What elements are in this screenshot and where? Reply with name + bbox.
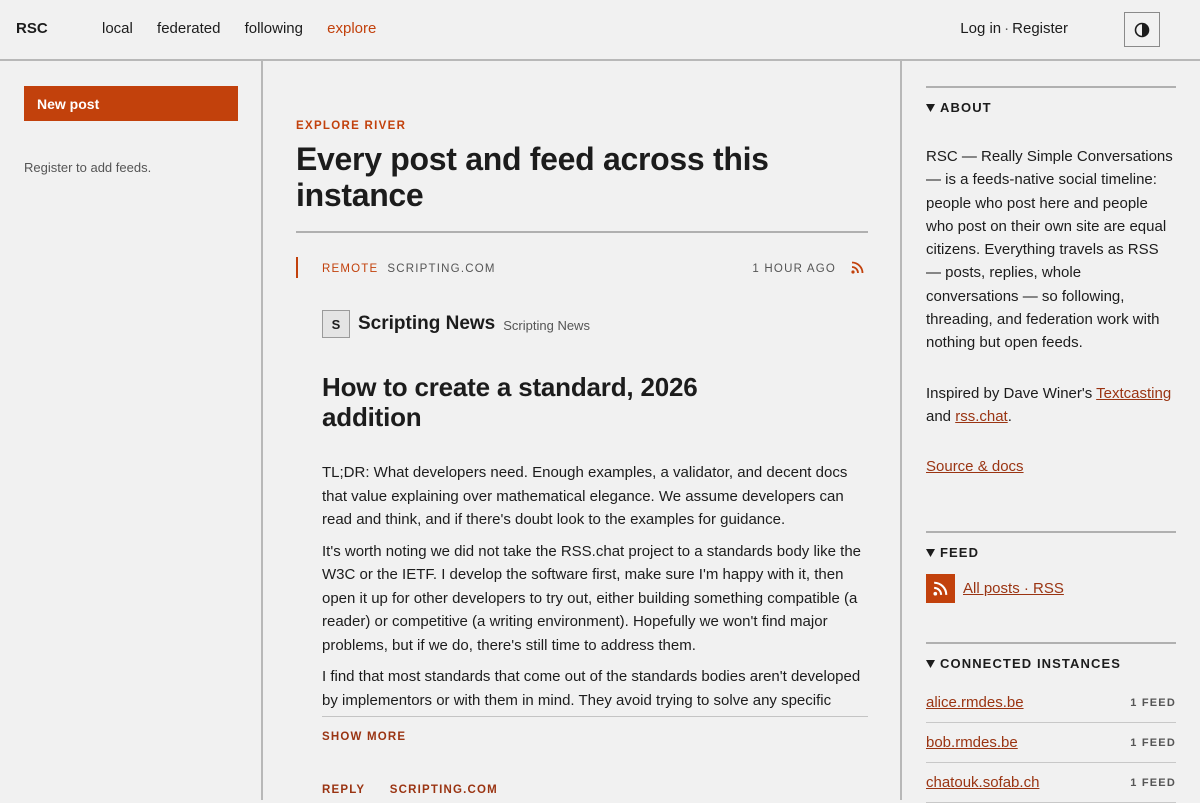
about-heading-label: ABOUT	[940, 100, 992, 115]
instances-heading-label: CONNECTED INSTANCES	[940, 656, 1122, 671]
instance-feed-count: 1 FEED	[1130, 776, 1176, 789]
section-divider	[926, 642, 1176, 644]
nav-explore[interactable]: explore	[327, 20, 377, 37]
and-text: and	[926, 407, 956, 425]
right-sidebar	[902, 61, 1200, 800]
feed-section	[926, 531, 1176, 603]
instance-link[interactable]: bob.rmdes.be	[926, 734, 1018, 751]
left-sidebar	[0, 61, 263, 800]
avatar[interactable]: S	[322, 310, 350, 338]
post-body	[322, 461, 868, 716]
all-posts-feed	[926, 574, 1176, 603]
source-docs-link[interactable]: Source & docs	[926, 458, 1024, 476]
post-timestamp[interactable]: 1 HOUR AGO	[752, 263, 836, 275]
page-title: Every post and feed across this instance	[296, 141, 769, 213]
instance-feed-count: 1 FEED	[1130, 696, 1176, 709]
post-accent-bar	[296, 257, 298, 278]
author-handle: Scripting News	[503, 318, 590, 333]
page-eyebrow: EXPLORE RIVER	[296, 120, 407, 132]
about-description: RSC — Really Simple Conversations — is a feeds-native social timeline: people who post here and people who post on their own site are equal citizens. Everything travels as RSS — posts, replies, whole conversations — so following, threading, and federation work with nothing but open feeds.	[926, 148, 1173, 352]
all-posts-rss-link[interactable]: All posts · RSS	[963, 580, 1064, 597]
post-author	[322, 310, 590, 338]
instances-heading[interactable]	[926, 656, 1176, 671]
about-section	[926, 86, 1176, 479]
instance-row	[926, 723, 1176, 763]
register-link[interactable]: Register	[1012, 20, 1068, 37]
about-heading[interactable]	[926, 100, 1176, 115]
title-divider	[296, 231, 868, 233]
rss-feed-button[interactable]	[926, 574, 955, 603]
post-actions	[322, 784, 518, 796]
instances-section	[926, 642, 1176, 803]
post-paragraph: I find that most standards that come out of the standards bodies aren't developed by implementors or with them in mind. They avoid trying to solve any specific	[322, 668, 861, 709]
rsschat-link[interactable]: rss.chat	[955, 407, 1008, 425]
instance-link[interactable]: alice.rmdes.be	[926, 694, 1024, 711]
brand-logo[interactable]: RSC	[16, 20, 48, 37]
nav-federated[interactable]: federated	[157, 20, 221, 37]
post-host[interactable]: SCRIPTING.COM	[387, 263, 496, 275]
source-link[interactable]: SCRIPTING.COM	[389, 784, 498, 796]
login-link[interactable]: Log in	[960, 20, 1002, 37]
section-divider	[926, 86, 1176, 88]
textcasting-link[interactable]: Textcasting	[1096, 384, 1172, 402]
nav-following[interactable]: following	[244, 20, 303, 37]
caret-down-icon	[926, 660, 935, 668]
origin-badge: REMOTE	[322, 263, 379, 275]
main-river	[263, 61, 902, 800]
show-more-button[interactable]: SHOW MORE	[322, 731, 407, 743]
contrast-icon	[1134, 22, 1150, 38]
caret-down-icon	[926, 104, 935, 112]
instance-row	[926, 763, 1176, 803]
instance-link[interactable]: chatouk.sofab.ch	[926, 774, 1040, 791]
section-divider	[926, 531, 1176, 533]
instance-row	[926, 683, 1176, 723]
post-meta	[322, 263, 496, 275]
author-name[interactable]: Scripting News	[358, 313, 496, 334]
instances-list	[926, 683, 1176, 803]
top-bar	[0, 0, 1200, 61]
new-post-button[interactable]: New post	[24, 86, 238, 121]
source-docs	[926, 455, 1176, 478]
post-card	[296, 257, 868, 800]
rss-icon	[933, 581, 948, 596]
theme-toggle-button[interactable]	[1124, 12, 1160, 47]
nav-local[interactable]: local	[102, 20, 133, 37]
auth-separator: ·	[1004, 20, 1010, 37]
post-title[interactable]: How to create a standard, 2026 addition	[322, 372, 698, 432]
body-divider	[322, 716, 868, 717]
main-nav	[102, 20, 396, 37]
feed-heading[interactable]	[926, 545, 1176, 560]
auth-links	[960, 20, 1068, 37]
instance-feed-count: 1 FEED	[1130, 736, 1176, 749]
caret-down-icon	[926, 549, 935, 557]
reply-link[interactable]: REPLY	[322, 784, 366, 796]
post-paragraph: TL;DR: What developers need. Enough examples, a validator, and decent docs that value explaining over mathematical elegance. We assume developers can read and think, and if there's doubt look to the examples for guidance.	[322, 464, 848, 528]
inspired-prefix: Inspired by Dave Winer's	[926, 384, 1097, 402]
post-paragraph: It's worth noting we did not take the RSS.chat project to a standards body like the W3C or the IETF. I develop the software first, make sure I'm happy with it, then open it up for other developers to try out, either building something compatible (a reader) or competitive (a writing environment). Hopefully we won't find major problems, but if we do, there's still time to address them.	[322, 542, 862, 654]
period-text: .	[1007, 407, 1012, 425]
rss-icon[interactable]	[851, 261, 864, 274]
register-hint: Register to add feeds.	[24, 160, 152, 175]
feed-heading-label: FEED	[940, 545, 980, 560]
about-inspired	[926, 382, 1176, 429]
